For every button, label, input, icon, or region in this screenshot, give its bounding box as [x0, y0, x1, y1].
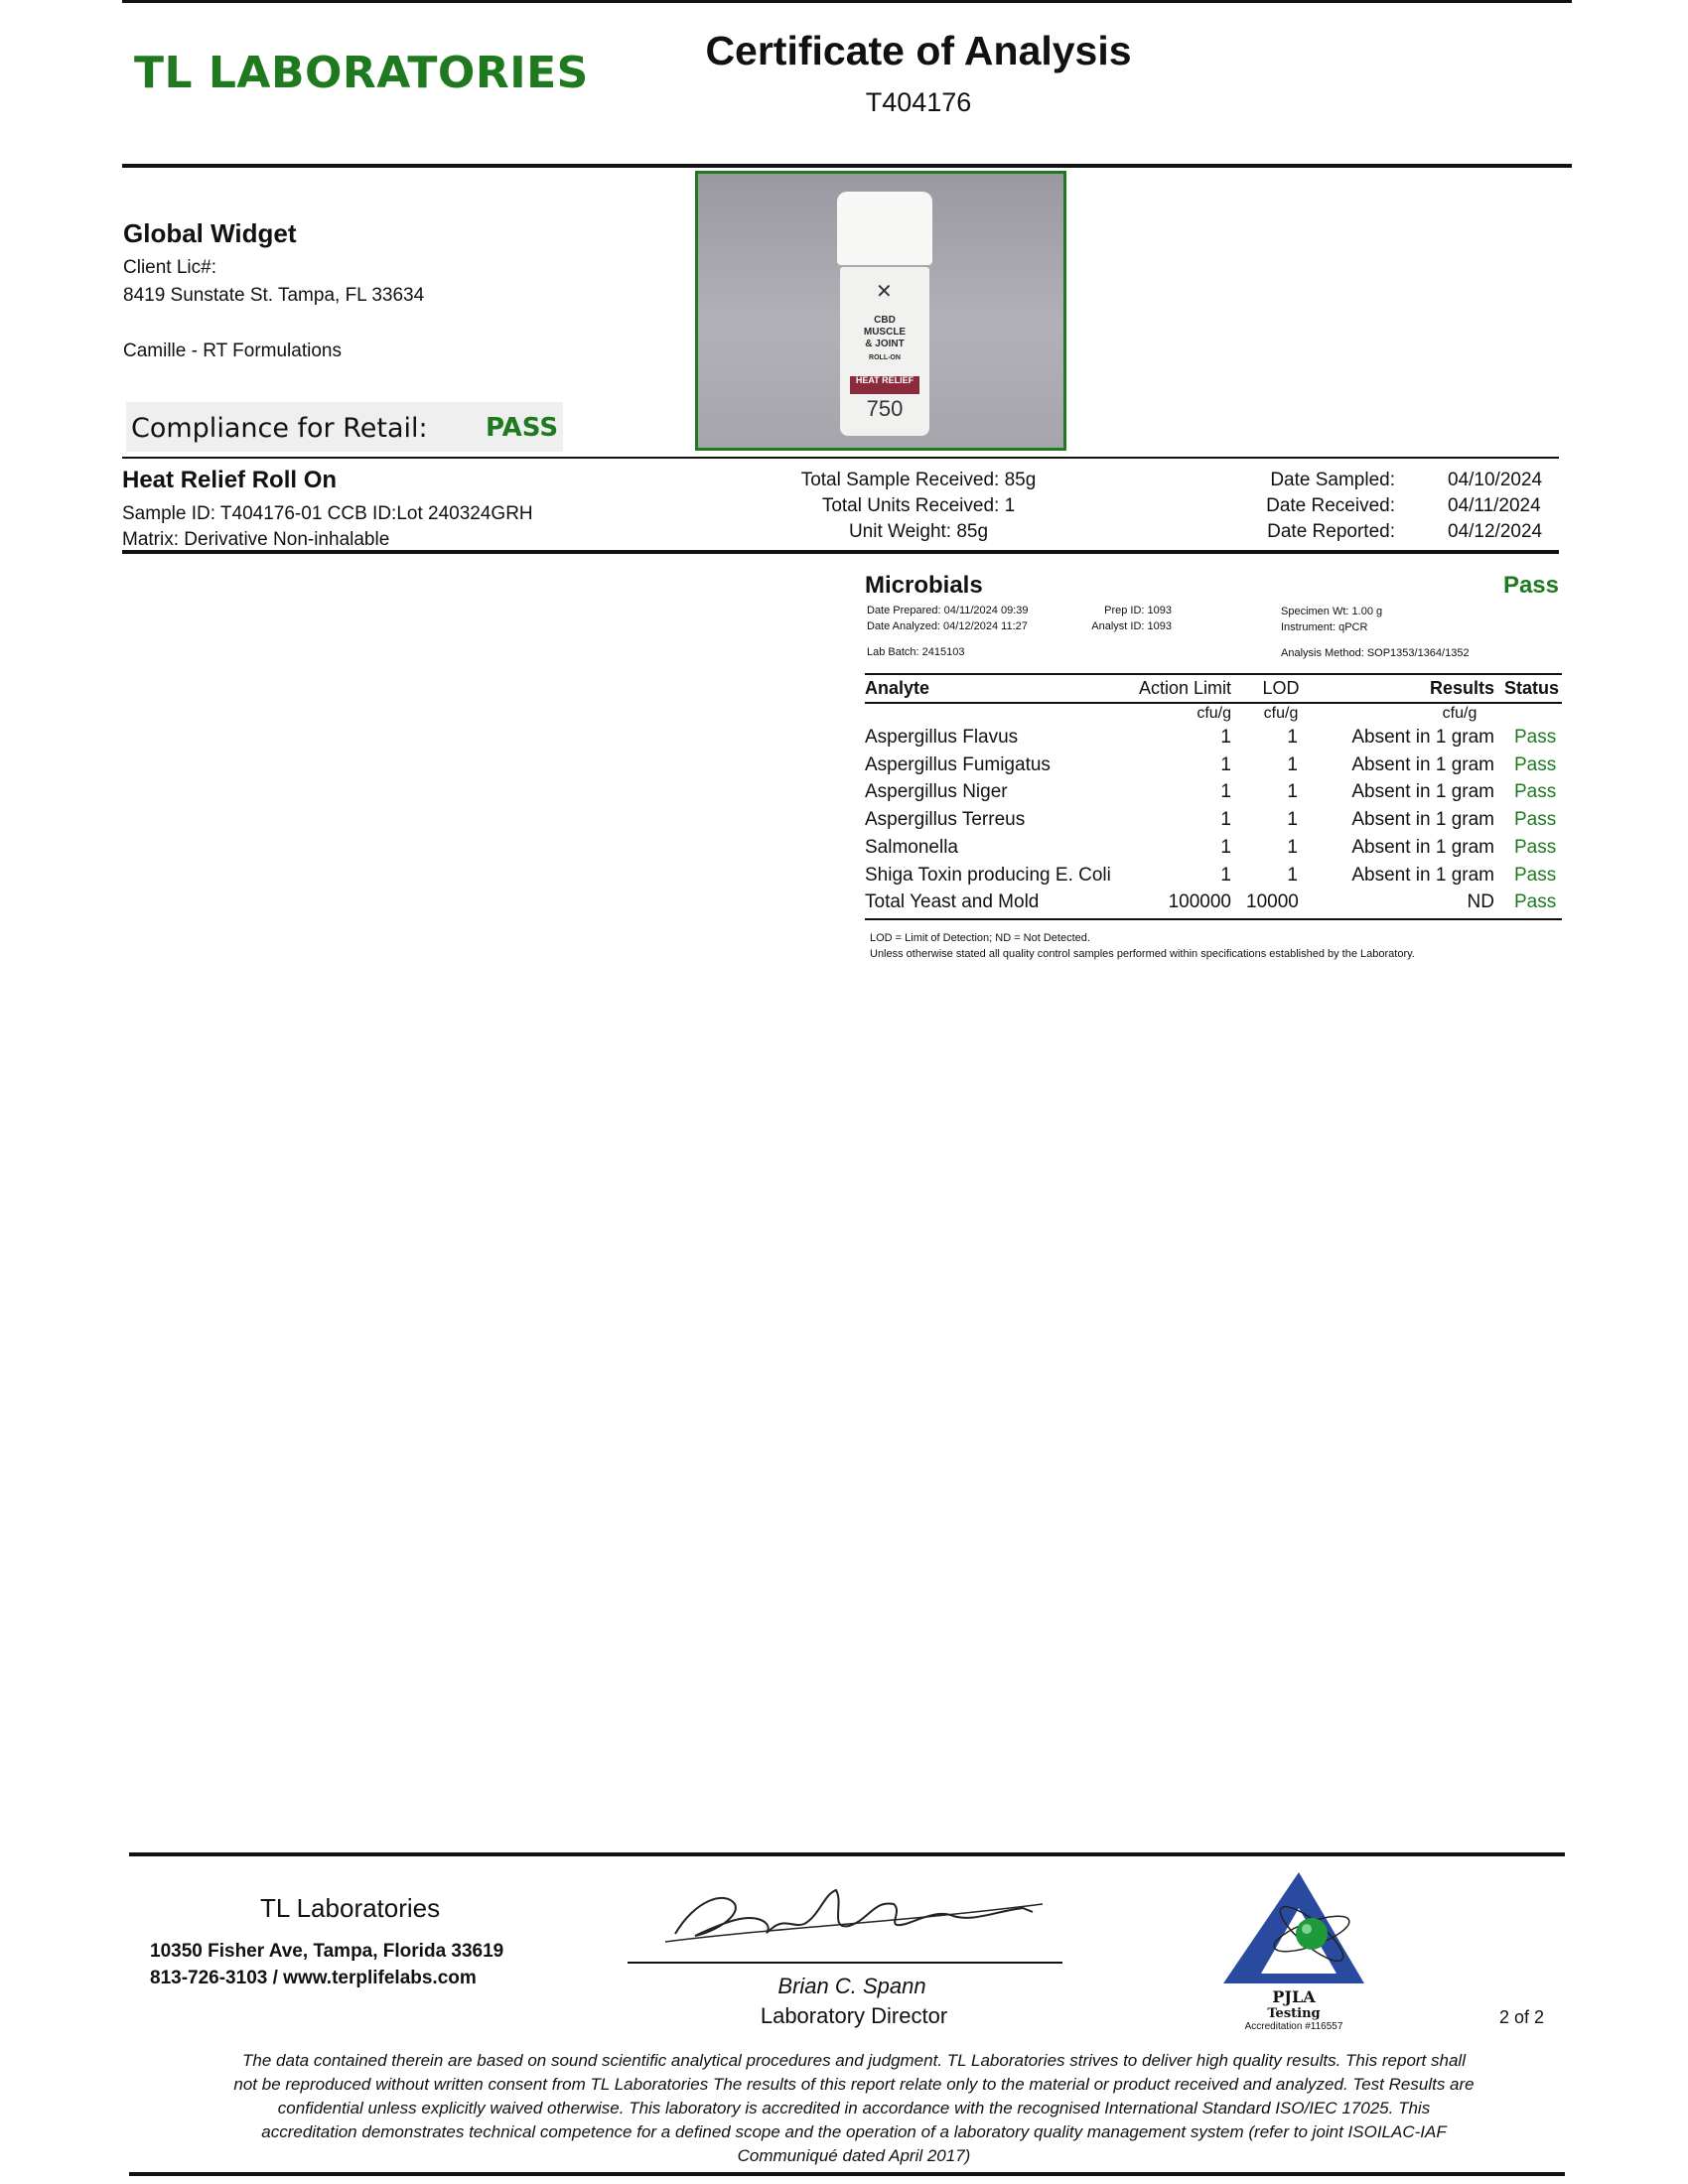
client-address: 8419 Sunstate St. Tampa, FL 33634 — [123, 285, 425, 306]
bottle-label — [840, 267, 929, 436]
analyte-cell: Aspergillus Terreus — [865, 809, 1026, 830]
column-action-limit: Action Limit — [1138, 678, 1231, 698]
column-lod: LOD — [1262, 678, 1300, 698]
analyte-cell: Aspergillus Fumigatus — [865, 754, 1051, 775]
result-cell: Absent in 1 gram — [1351, 865, 1494, 886]
result-cell: Absent in 1 gram — [1351, 754, 1494, 775]
top-rule — [122, 0, 1572, 3]
compliance-label: Compliance for Retail: — [131, 413, 428, 444]
footer-contact: 813-726-3103 / www.terplifelabs.com — [150, 1968, 477, 1988]
analyte-cell: Aspergillus Niger — [865, 781, 1008, 802]
document-title: Certificate of Analysis — [705, 28, 1132, 73]
date-received-value: 04/11/2024 — [1448, 495, 1541, 516]
action-limit-cell: 1 — [1220, 727, 1231, 748]
date-prepared: Date Prepared: 04/11/2024 09:39 — [867, 605, 1029, 616]
product-top-rule — [122, 457, 1559, 459]
action-limit-cell: 1 — [1220, 809, 1231, 830]
result-cell: Absent in 1 gram — [1351, 837, 1494, 858]
table-bottom-rule — [865, 918, 1562, 920]
column-status: Status — [1503, 678, 1559, 698]
client-name: Global Widget — [123, 218, 297, 248]
bottle-text-2: MUSCLE — [863, 327, 907, 338]
compliance-box — [126, 402, 563, 452]
client-contact: Camille - RT Formulations — [123, 341, 342, 361]
lod-cell: 1 — [1287, 754, 1298, 775]
bottle-text-3: & JOINT — [865, 339, 905, 349]
action-limit-cell: 1 — [1220, 781, 1231, 802]
disclaimer: The data contained therein are based on sound scientific analytical procedures and judgment. TL Laboratories strives to deliver high quality results. This report shall not be reproduced without written consent from TL Laboratories The results of this report relate only to the material or product received and analyzed. Test Results are confidential unless explicitly waived otherwise. This laboratory is accredited in accordance with the recognised International Standard ISO/IEC 17025. This accreditation demonstrates technical competence for a defined scope and the operation of a laboratory quality management system (refer to joint ISOILAC-IAF Communiqué dated April 2017) — [233, 2051, 1475, 2165]
lab-logo: TL LABORATORIES — [134, 48, 589, 98]
microbials-title: Microbials — [865, 572, 983, 599]
lod-cell: 1 — [1287, 781, 1298, 802]
column-analyte: Analyte — [865, 678, 930, 698]
result-cell: Absent in 1 gram — [1351, 809, 1494, 830]
analyte-cell: Aspergillus Flavus — [865, 727, 1019, 748]
signature-image — [655, 1882, 1053, 1952]
lod-cell: 1 — [1287, 727, 1298, 748]
microbials-status: Pass — [1502, 572, 1559, 599]
bottle-text-4: ROLL-ON — [869, 354, 901, 361]
client-license: Client Lic#: — [123, 257, 216, 278]
compliance-status: PASS — [486, 413, 559, 443]
footer-address: 10350 Fisher Ave, Tampa, Florida 33619 — [150, 1941, 504, 1962]
status-cell: Pass — [1514, 809, 1557, 830]
date-sampled-label: Date Sampled: — [1270, 470, 1395, 490]
action-limit-cell: 1 — [1220, 754, 1231, 775]
note-lod: LOD = Limit of Detection; ND = Not Detected. — [870, 932, 1090, 944]
note-qc: Unless otherwise stated all quality control samples performed within specifications established by the Laboratory. — [870, 948, 1415, 960]
document-id: T404176 — [865, 87, 972, 117]
total-sample-received: Total Sample Received: 85g — [800, 470, 1037, 490]
product-name: Heat Relief Roll On — [122, 467, 338, 493]
lod-cell: 1 — [1287, 809, 1298, 830]
total-units-received: Total Units Received: 1 — [821, 495, 1016, 516]
column-results: Results — [1429, 678, 1494, 698]
result-cell: Absent in 1 gram — [1351, 781, 1494, 802]
unit-action-limit: cfu/g — [1196, 705, 1231, 722]
header-rule — [122, 164, 1572, 168]
instrument: Instrument: qPCR — [1281, 621, 1368, 633]
pjla-accreditation-logo — [1219, 1870, 1368, 2034]
date-reported-value: 04/12/2024 — [1448, 521, 1543, 542]
header-underline — [865, 702, 1562, 704]
signer-title: Laboratory Director — [760, 2003, 948, 2028]
unit-weight: Unit Weight: 85g — [848, 521, 989, 542]
matrix: Matrix: Derivative Non-inhalable — [122, 529, 390, 550]
status-cell: Pass — [1514, 865, 1557, 886]
pjla-accreditation-number: Accreditation #116557 — [1244, 2021, 1343, 2032]
sample-id: Sample ID: T404176-01 CCB ID:Lot 240324GRH — [122, 503, 533, 524]
specimen-weight: Specimen Wt: 1.00 g — [1281, 606, 1383, 617]
analyte-cell: Shiga Toxin producing E. Coli — [865, 865, 1111, 886]
page-number: 2 of 2 — [1499, 2007, 1545, 2027]
table-top-rule — [865, 673, 1562, 675]
signature-line — [628, 1962, 1062, 1964]
lab-batch: Lab Batch: 2415103 — [867, 646, 965, 658]
date-received-label: Date Received: — [1266, 495, 1395, 516]
result-cell: ND — [1467, 891, 1494, 912]
status-cell: Pass — [1514, 727, 1557, 748]
result-cell: Absent in 1 gram — [1351, 727, 1494, 748]
bottle-number: 750 — [866, 396, 904, 421]
date-analyzed: Date Analyzed: 04/12/2024 11:27 — [867, 620, 1028, 632]
pjla-testing: Testing — [1267, 2006, 1321, 2021]
prep-id: Prep ID: 1093 — [1104, 605, 1172, 616]
analyte-cell: Total Yeast and Mold — [865, 891, 1040, 912]
status-cell: Pass — [1514, 754, 1557, 775]
action-limit-cell: 1 — [1220, 865, 1231, 886]
bottle-illustration — [837, 192, 932, 440]
pjla-name: PJLA — [1272, 1987, 1316, 2006]
unit-results: cfu/g — [1442, 705, 1477, 722]
status-cell: Pass — [1514, 891, 1557, 912]
unit-lod: cfu/g — [1263, 705, 1299, 722]
lod-cell: 10000 — [1246, 891, 1299, 912]
analyst-id: Analyst ID: 1093 — [1091, 620, 1172, 632]
analysis-method: Analysis Method: SOP1353/1364/1352 — [1281, 647, 1470, 659]
date-sampled-value: 04/10/2024 — [1448, 470, 1543, 490]
bottle-cap — [837, 192, 932, 265]
footer-lab-name: TL Laboratories — [260, 1893, 441, 1923]
bottle-band: HEAT RELIEF — [850, 376, 919, 394]
bottle-text-1: CBD — [874, 315, 896, 326]
action-limit-cell: 1 — [1220, 837, 1231, 858]
lod-cell: 1 — [1287, 865, 1298, 886]
analyte-cell: Salmonella — [865, 837, 958, 858]
status-cell: Pass — [1514, 837, 1557, 858]
product-bottom-rule — [122, 550, 1559, 554]
action-limit-cell: 100000 — [1168, 891, 1231, 912]
lod-cell: 1 — [1287, 837, 1298, 858]
status-cell: Pass — [1514, 781, 1557, 802]
pjla-triangle-icon — [1219, 1870, 1368, 1987]
brand-mark-icon: ✕ — [876, 281, 893, 303]
signer-name: Brian C. Spann — [777, 1974, 926, 1998]
footer-top-rule — [129, 1852, 1565, 1856]
footer-bottom-rule — [129, 2172, 1565, 2176]
product-photo — [695, 171, 1066, 451]
date-reported-label: Date Reported: — [1267, 521, 1395, 542]
